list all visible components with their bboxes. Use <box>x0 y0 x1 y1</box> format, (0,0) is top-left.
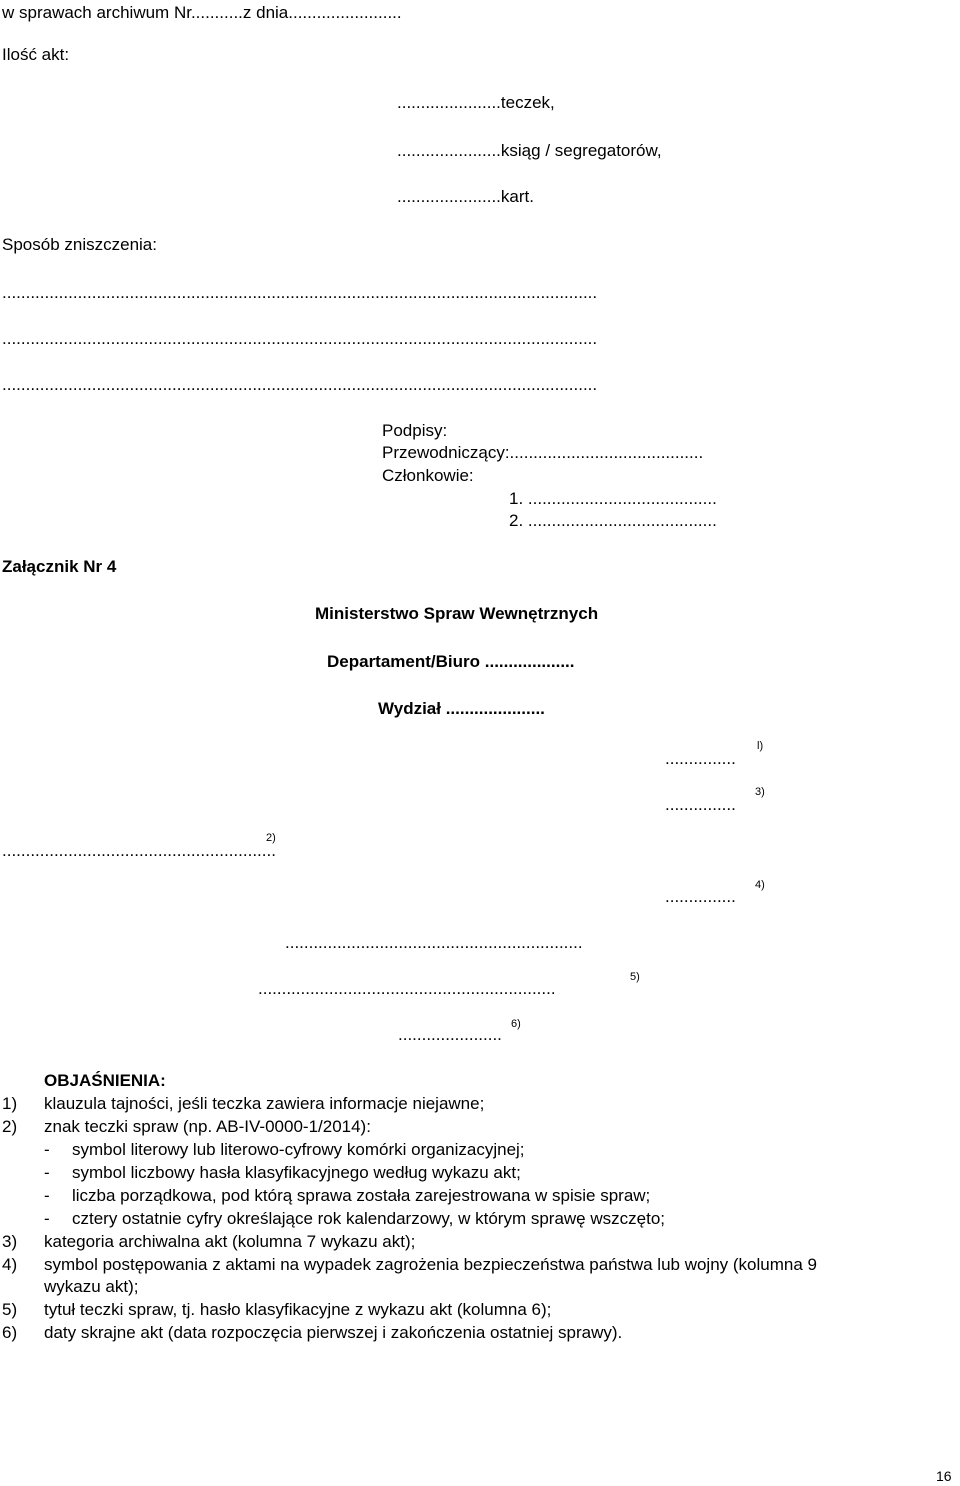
cards-count-line: ......................kart. <box>397 187 534 206</box>
explanation-text-continuation: wykazu akt); <box>44 1277 139 1296</box>
footnote-marker-3: 3) <box>755 786 765 798</box>
member-2-signature-line: 2. ........................................ <box>509 511 717 530</box>
explanation-number: 2) <box>2 1117 18 1136</box>
subitem-text: liczba porządkowa, pod którą sprawa została zarejestrowana w spisie spraw; <box>72 1186 651 1205</box>
field-archival-category: ............... <box>665 795 736 814</box>
explanation-item-4 <box>0 1254 960 1298</box>
field-file-sign: .......................................................... <box>2 841 276 860</box>
explanation-item-5 <box>0 1299 960 1321</box>
explanation-text: tytuł teczki spraw, tj. hasło klasyfikacyjne z wykazu akt (kolumna 6); <box>44 1300 552 1319</box>
quantity-label: Ilość akt: <box>2 45 70 64</box>
division-line: Wydział ..................... <box>378 699 545 718</box>
signatures-label: Podpisy: <box>382 421 448 440</box>
explanation-number: 6) <box>2 1323 18 1342</box>
explanation-number: 3) <box>2 1232 18 1251</box>
field-blank-line: ............................................................... <box>285 933 583 952</box>
explanation-item-3 <box>0 1231 960 1253</box>
explanation-text: symbol postępowania z aktami na wypadek zagrożenia bezpieczeństwa państwa lub wojny (kolumna 9 <box>44 1255 817 1274</box>
subitem-dash: - <box>44 1163 50 1182</box>
explanation-subitem <box>0 1162 960 1184</box>
footnote-marker-5: 5) <box>630 971 640 983</box>
explanation-number: 4) <box>2 1255 18 1274</box>
explanation-subitem <box>0 1139 960 1161</box>
explanation-item-6 <box>0 1322 960 1344</box>
field-procedure-symbol: ............... <box>665 887 736 906</box>
explanation-item-2 <box>0 1116 960 1138</box>
field-classification: ............... <box>665 749 736 768</box>
ministry-name: Ministerstwo Spraw Wewnętrznych <box>315 604 599 623</box>
destruction-method-label: Sposób zniszczenia: <box>2 235 157 254</box>
department-line: Departament/Biuro ................... <box>327 652 575 671</box>
member-1-signature-line: 1. ........................................ <box>509 489 717 508</box>
explanation-text: kategoria archiwalna akt (kolumna 7 wykazu akt); <box>44 1232 416 1251</box>
subitem-dash: - <box>44 1209 50 1228</box>
destruction-method-line-2: .............................................................................................................................. <box>2 329 598 348</box>
explanation-subitem <box>0 1208 960 1230</box>
footnote-marker-2: 2) <box>266 832 276 844</box>
destruction-method-line-3: .............................................................................................................................. <box>2 375 598 394</box>
subitem-dash: - <box>44 1186 50 1205</box>
explanations-title: OBJAŚNIENIA: <box>44 1071 166 1090</box>
destruction-method-line-1: .............................................................................................................................. <box>2 283 598 302</box>
subitem-text: cztery ostatnie cyfry określające rok kalendarzowy, w którym sprawę wszczęto; <box>72 1209 665 1228</box>
subitem-text: symbol liczbowy hasła klasyfikacyjnego według wykazu akt; <box>72 1163 521 1182</box>
explanation-text: daty skrajne akt (data rozpoczęcia pierwszej i zakończenia ostatniej sprawy). <box>44 1323 623 1342</box>
chairman-signature-line: Przewodniczący:......................................... <box>382 443 704 462</box>
explanation-number: 1) <box>2 1094 18 1113</box>
footnote-marker-4: 4) <box>755 879 765 891</box>
explanation-text: klauzula tajności, jeśli teczka zawiera informacje niejawne; <box>44 1094 485 1113</box>
footnote-marker-1: l) <box>757 740 764 752</box>
members-label: Członkowie: <box>382 466 474 485</box>
field-file-title: ............................................................... <box>258 979 556 998</box>
subitem-dash: - <box>44 1140 50 1159</box>
folders-count-line: ......................teczek, <box>397 93 555 112</box>
footnote-marker-6: 6) <box>511 1018 521 1030</box>
books-count-line: ......................ksiąg / segregatorów, <box>397 141 662 160</box>
archive-line: w sprawach archiwum Nr...........z dnia........................ <box>2 3 402 22</box>
field-date-range: ...................... <box>398 1025 502 1044</box>
subitem-text: symbol literowy lub literowo-cyfrowy komórki organizacyjnej; <box>72 1140 525 1159</box>
explanation-number: 5) <box>2 1300 18 1319</box>
page-number: 16 <box>936 1468 952 1484</box>
explanation-item-1 <box>0 1093 960 1115</box>
explanation-subitem <box>0 1185 960 1207</box>
explanation-text: znak teczki spraw (np. AB-IV-0000-1/2014): <box>44 1117 371 1136</box>
annex-title: Załącznik Nr 4 <box>2 557 117 576</box>
